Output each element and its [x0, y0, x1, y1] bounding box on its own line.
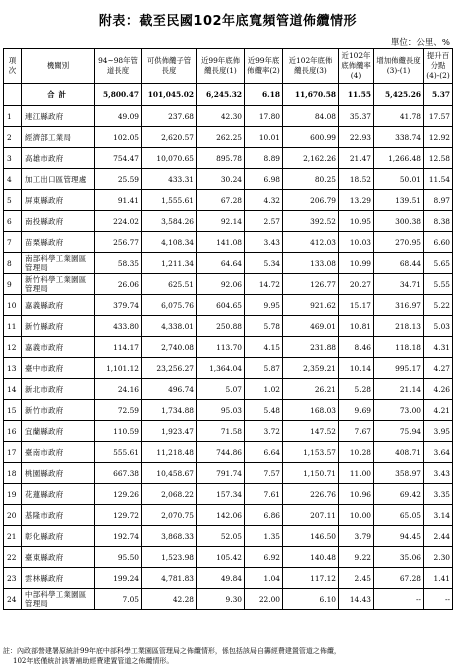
value-cell: 15.17: [339, 295, 374, 316]
value-cell: 4,338.01: [142, 316, 197, 337]
value-cell: 10.01: [245, 127, 283, 148]
row-index: 11: [4, 316, 22, 337]
value-cell: 10.14: [339, 358, 374, 379]
value-cell: 139.51: [374, 190, 424, 211]
value-cell: 9.30: [197, 589, 245, 610]
value-cell: 921.62: [283, 295, 339, 316]
value-cell: 8.89: [245, 148, 283, 169]
agency-name: 南投縣政府: [22, 211, 95, 232]
row-index: 3: [4, 148, 22, 169]
value-cell: 2,359.21: [283, 358, 339, 379]
row-index: 8: [4, 253, 22, 274]
value-cell: 604.65: [197, 295, 245, 316]
value-cell: 3.72: [245, 421, 283, 442]
row-index: 5: [4, 190, 22, 211]
value-cell: 110.59: [95, 421, 142, 442]
total-row: [4, 84, 453, 106]
value-cell: 4,781.83: [142, 568, 197, 589]
table-row: [4, 295, 453, 316]
value-cell: 218.13: [374, 316, 424, 337]
value-cell: 5.37: [424, 84, 453, 106]
value-cell: 995.17: [374, 358, 424, 379]
agency-name: 新北市政府: [22, 379, 95, 400]
value-cell: 5,425.26: [374, 84, 424, 106]
value-cell: 379.74: [95, 295, 142, 316]
row-index: 13: [4, 358, 22, 379]
value-cell: 2,068.22: [142, 484, 197, 505]
value-cell: 157.34: [197, 484, 245, 505]
value-cell: 1.04: [245, 568, 283, 589]
value-cell: 5.22: [424, 295, 453, 316]
value-cell: 114.17: [95, 337, 142, 358]
value-cell: 92.14: [197, 211, 245, 232]
value-cell: 129.72: [95, 505, 142, 526]
row-index: 1: [4, 106, 22, 127]
value-cell: 6.10: [283, 589, 339, 610]
value-cell: 73.00: [374, 400, 424, 421]
table-row: [4, 526, 453, 547]
agency-name: 合計: [22, 84, 95, 106]
value-cell: 1.41: [424, 568, 453, 589]
table-row: [4, 358, 453, 379]
value-cell: 1,555.61: [142, 190, 197, 211]
value-cell: 3.79: [339, 526, 374, 547]
value-cell: 270.95: [374, 232, 424, 253]
value-cell: 12.58: [424, 148, 453, 169]
value-cell: 117.12: [283, 568, 339, 589]
value-cell: 3.35: [424, 484, 453, 505]
agency-name: 雲林縣政府: [22, 568, 95, 589]
value-cell: 1,923.47: [142, 421, 197, 442]
value-cell: 1,734.88: [142, 400, 197, 421]
column-header: 提升百分點(4)-(2): [424, 49, 453, 84]
value-cell: 1,266.48: [374, 148, 424, 169]
value-cell: 35.06: [374, 547, 424, 568]
value-cell: 146.50: [283, 526, 339, 547]
value-cell: 49.84: [197, 568, 245, 589]
value-cell: 67.28: [374, 568, 424, 589]
value-cell: 71.58: [197, 421, 245, 442]
value-cell: 9.22: [339, 547, 374, 568]
table-row: [4, 211, 453, 232]
footnote: [3, 646, 455, 666]
value-cell: 5.65: [424, 253, 453, 274]
column-header: 可供佈纜子管長度: [142, 49, 197, 84]
agency-name: 彰化縣政府: [22, 526, 95, 547]
value-cell: 34.71: [374, 274, 424, 295]
column-header: 94~98年管道長度: [95, 49, 142, 84]
value-cell: 11,670.58: [283, 84, 339, 106]
table-row: [4, 547, 453, 568]
row-index: 23: [4, 568, 22, 589]
value-cell: --: [374, 589, 424, 610]
value-cell: 2,740.08: [142, 337, 197, 358]
agency-name: 臺中市政府: [22, 358, 95, 379]
value-cell: 433.80: [95, 316, 142, 337]
column-header: 項次: [4, 49, 22, 84]
table-row: [4, 148, 453, 169]
value-cell: 9.69: [339, 400, 374, 421]
value-cell: 6.86: [245, 505, 283, 526]
value-cell: 3,868.33: [142, 526, 197, 547]
table-row: [4, 127, 453, 148]
value-cell: 469.01: [283, 316, 339, 337]
value-cell: 1.02: [245, 379, 283, 400]
value-cell: 11.54: [424, 169, 453, 190]
value-cell: 168.03: [283, 400, 339, 421]
value-cell: 6.92: [245, 547, 283, 568]
value-cell: 42.30: [197, 106, 245, 127]
value-cell: 316.97: [374, 295, 424, 316]
value-cell: 49.09: [95, 106, 142, 127]
value-cell: 10.96: [339, 484, 374, 505]
table-row: [4, 400, 453, 421]
value-cell: 10,458.67: [142, 463, 197, 484]
table-row: [4, 190, 453, 211]
value-cell: 17.80: [245, 106, 283, 127]
value-cell: 408.71: [374, 442, 424, 463]
row-index: 7: [4, 232, 22, 253]
value-cell: 113.70: [197, 337, 245, 358]
agency-name: 宜蘭縣政府: [22, 421, 95, 442]
value-cell: 4.32: [245, 190, 283, 211]
value-cell: 1,101.12: [95, 358, 142, 379]
value-cell: 4.21: [424, 400, 453, 421]
value-cell: 2,070.75: [142, 505, 197, 526]
value-cell: 250.88: [197, 316, 245, 337]
agency-name: 新竹科學工業園區管理局: [22, 274, 95, 295]
value-cell: 67.28: [197, 190, 245, 211]
value-cell: 10.81: [339, 316, 374, 337]
value-cell: 75.94: [374, 421, 424, 442]
table-row: [4, 505, 453, 526]
value-cell: 65.05: [374, 505, 424, 526]
value-cell: 6.64: [245, 442, 283, 463]
row-index: 18: [4, 463, 22, 484]
value-cell: 5.34: [245, 253, 283, 274]
value-cell: 4.26: [424, 379, 453, 400]
value-cell: 35.37: [339, 106, 374, 127]
value-cell: 52.05: [197, 526, 245, 547]
agency-name: 加工出口區管理處: [22, 169, 95, 190]
agency-name: 經濟部工業局: [22, 127, 95, 148]
row-index: [4, 84, 22, 106]
column-header: 近99年底佈纜長度(1): [197, 49, 245, 84]
value-cell: 18.52: [339, 169, 374, 190]
row-index: 20: [4, 505, 22, 526]
value-cell: 22.93: [339, 127, 374, 148]
value-cell: 3.43: [245, 232, 283, 253]
table-header-row: [4, 49, 453, 84]
value-cell: 5.55: [424, 274, 453, 295]
value-cell: 8.38: [424, 211, 453, 232]
value-cell: 392.52: [283, 211, 339, 232]
value-cell: 5.28: [339, 379, 374, 400]
value-cell: 41.78: [374, 106, 424, 127]
value-cell: 1,150.71: [283, 463, 339, 484]
column-header: 機關別: [22, 49, 95, 84]
value-cell: 3.43: [424, 463, 453, 484]
agency-name: 嘉義市政府: [22, 337, 95, 358]
value-cell: 11.55: [339, 84, 374, 106]
value-cell: 105.42: [197, 547, 245, 568]
value-cell: --: [424, 589, 453, 610]
value-cell: 3.64: [424, 442, 453, 463]
value-cell: 1,523.98: [142, 547, 197, 568]
value-cell: 231.88: [283, 337, 339, 358]
value-cell: 433.31: [142, 169, 197, 190]
value-cell: 4.27: [424, 358, 453, 379]
table-row: [4, 568, 453, 589]
value-cell: 140.48: [283, 547, 339, 568]
value-cell: 8.46: [339, 337, 374, 358]
value-cell: 895.78: [197, 148, 245, 169]
unit-label: 單位：公里、%: [390, 38, 450, 48]
value-cell: 26.21: [283, 379, 339, 400]
value-cell: 3.95: [424, 421, 453, 442]
agency-name: 屏東縣政府: [22, 190, 95, 211]
value-cell: 224.02: [95, 211, 142, 232]
value-cell: 95.03: [197, 400, 245, 421]
value-cell: 207.11: [283, 505, 339, 526]
value-cell: 12.92: [424, 127, 453, 148]
value-cell: 5.07: [197, 379, 245, 400]
value-cell: 496.74: [142, 379, 197, 400]
value-cell: 6.60: [424, 232, 453, 253]
value-cell: 226.76: [283, 484, 339, 505]
value-cell: 101,045.02: [142, 84, 197, 106]
row-index: 2: [4, 127, 22, 148]
value-cell: 133.08: [283, 253, 339, 274]
value-cell: 300.38: [374, 211, 424, 232]
row-index: 21: [4, 526, 22, 547]
row-index: 19: [4, 484, 22, 505]
value-cell: 14.43: [339, 589, 374, 610]
agency-name: 高雄市政府: [22, 148, 95, 169]
agency-name: 苗栗縣政府: [22, 232, 95, 253]
value-cell: 2.30: [424, 547, 453, 568]
value-cell: 192.74: [95, 526, 142, 547]
value-cell: 7.61: [245, 484, 283, 505]
value-cell: 10.95: [339, 211, 374, 232]
value-cell: 22.00: [245, 589, 283, 610]
column-header: 增加佈纜長度(3)-(1): [374, 49, 424, 84]
value-cell: 80.25: [283, 169, 339, 190]
value-cell: 358.97: [374, 463, 424, 484]
value-cell: 206.79: [283, 190, 339, 211]
value-cell: 338.74: [374, 127, 424, 148]
value-cell: 118.18: [374, 337, 424, 358]
row-index: 24: [4, 589, 22, 610]
value-cell: 26.06: [95, 274, 142, 295]
table-row: [4, 253, 453, 274]
row-index: 9: [4, 274, 22, 295]
footnote-line-2: 102年底僅統計該署補助經費建置管道之佈纜情形。: [13, 657, 174, 665]
table-row: [4, 421, 453, 442]
table-row: [4, 337, 453, 358]
value-cell: 1,153.57: [283, 442, 339, 463]
value-cell: 262.25: [197, 127, 245, 148]
value-cell: 147.52: [283, 421, 339, 442]
value-cell: 9.95: [245, 295, 283, 316]
row-index: 15: [4, 400, 22, 421]
value-cell: 625.51: [142, 274, 197, 295]
value-cell: 199.24: [95, 568, 142, 589]
value-cell: 11,218.48: [142, 442, 197, 463]
value-cell: 142.06: [197, 505, 245, 526]
value-cell: 5,800.47: [95, 84, 142, 106]
value-cell: 5.87: [245, 358, 283, 379]
value-cell: 1,211.34: [142, 253, 197, 274]
value-cell: 4,108.34: [142, 232, 197, 253]
value-cell: 3,584.26: [142, 211, 197, 232]
value-cell: 20.27: [339, 274, 374, 295]
value-cell: 30.24: [197, 169, 245, 190]
table-row: [4, 316, 453, 337]
value-cell: 2,162.26: [283, 148, 339, 169]
row-index: 22: [4, 547, 22, 568]
cabling-table: [3, 48, 453, 610]
value-cell: 91.41: [95, 190, 142, 211]
value-cell: 14.72: [245, 274, 283, 295]
value-cell: 126.77: [283, 274, 339, 295]
table-row: [4, 589, 453, 610]
row-index: 12: [4, 337, 22, 358]
table-row: [4, 232, 453, 253]
value-cell: 17.57: [424, 106, 453, 127]
table-row: [4, 463, 453, 484]
document-title: 附表：截至民國102年底寬頻管道佈纜情形: [98, 14, 358, 29]
row-index: 16: [4, 421, 22, 442]
value-cell: 10.03: [339, 232, 374, 253]
table-row: [4, 169, 453, 190]
value-cell: 3.14: [424, 505, 453, 526]
value-cell: 50.01: [374, 169, 424, 190]
value-cell: 2,620.57: [142, 127, 197, 148]
table-row: [4, 379, 453, 400]
value-cell: 95.50: [95, 547, 142, 568]
value-cell: 129.26: [95, 484, 142, 505]
agency-name: 連江縣政府: [22, 106, 95, 127]
value-cell: 92.06: [197, 274, 245, 295]
agency-name: 中部科學工業園區管理局: [22, 589, 95, 610]
value-cell: 237.68: [142, 106, 197, 127]
value-cell: 6.18: [245, 84, 283, 106]
value-cell: 2.45: [339, 568, 374, 589]
value-cell: 94.45: [374, 526, 424, 547]
value-cell: 21.14: [374, 379, 424, 400]
value-cell: 1,364.04: [197, 358, 245, 379]
value-cell: 10.28: [339, 442, 374, 463]
row-index: 10: [4, 295, 22, 316]
table-row: [4, 106, 453, 127]
value-cell: 10.00: [339, 505, 374, 526]
column-header: 近102年底佈纜率(4): [339, 49, 374, 84]
value-cell: 141.08: [197, 232, 245, 253]
value-cell: 10,070.65: [142, 148, 197, 169]
value-cell: 2.57: [245, 211, 283, 232]
value-cell: 744.86: [197, 442, 245, 463]
value-cell: 7.57: [245, 463, 283, 484]
value-cell: 64.64: [197, 253, 245, 274]
value-cell: 6,075.76: [142, 295, 197, 316]
value-cell: 791.74: [197, 463, 245, 484]
value-cell: 4.31: [424, 337, 453, 358]
value-cell: 21.47: [339, 148, 374, 169]
value-cell: 69.42: [374, 484, 424, 505]
row-index: 17: [4, 442, 22, 463]
value-cell: 754.47: [95, 148, 142, 169]
table-row: [4, 274, 453, 295]
value-cell: 7.67: [339, 421, 374, 442]
value-cell: 1.35: [245, 526, 283, 547]
agency-name: 嘉義縣政府: [22, 295, 95, 316]
value-cell: 23,256.27: [142, 358, 197, 379]
value-cell: 10.99: [339, 253, 374, 274]
value-cell: 7.05: [95, 589, 142, 610]
value-cell: 6.98: [245, 169, 283, 190]
value-cell: 4.15: [245, 337, 283, 358]
value-cell: 667.38: [95, 463, 142, 484]
value-cell: 25.59: [95, 169, 142, 190]
agency-name: 新竹縣政府: [22, 316, 95, 337]
value-cell: 102.05: [95, 127, 142, 148]
footnote-line-1: 註：內政部營建署原統計99年底中部科學工業園區管理局之佈纜情形，係包括該局自籌經費建置管道之佈纜，: [3, 647, 341, 655]
column-header: 近99年底佈纜率(2): [245, 49, 283, 84]
value-cell: 13.29: [339, 190, 374, 211]
value-cell: 8.97: [424, 190, 453, 211]
value-cell: 58.35: [95, 253, 142, 274]
agency-name: 臺南市政府: [22, 442, 95, 463]
table-row: [4, 484, 453, 505]
value-cell: 5.48: [245, 400, 283, 421]
value-cell: 555.61: [95, 442, 142, 463]
column-header: 近102年底佈纜長度(3): [283, 49, 339, 84]
agency-name: 南部科學工業園區管理局: [22, 253, 95, 274]
table-row: [4, 442, 453, 463]
value-cell: 5.03: [424, 316, 453, 337]
value-cell: 24.16: [95, 379, 142, 400]
value-cell: 600.99: [283, 127, 339, 148]
value-cell: 72.59: [95, 400, 142, 421]
agency-name: 臺東縣政府: [22, 547, 95, 568]
value-cell: 6,245.32: [197, 84, 245, 106]
value-cell: 11.00: [339, 463, 374, 484]
agency-name: 花蓮縣政府: [22, 484, 95, 505]
value-cell: 68.44: [374, 253, 424, 274]
value-cell: 84.08: [283, 106, 339, 127]
row-index: 4: [4, 169, 22, 190]
value-cell: 5.78: [245, 316, 283, 337]
value-cell: 2.44: [424, 526, 453, 547]
value-cell: 256.77: [95, 232, 142, 253]
row-index: 6: [4, 211, 22, 232]
agency-name: 新竹市政府: [22, 400, 95, 421]
row-index: 14: [4, 379, 22, 400]
value-cell: 412.03: [283, 232, 339, 253]
agency-name: 桃園縣政府: [22, 463, 95, 484]
agency-name: 基隆市政府: [22, 505, 95, 526]
value-cell: 42.28: [142, 589, 197, 610]
